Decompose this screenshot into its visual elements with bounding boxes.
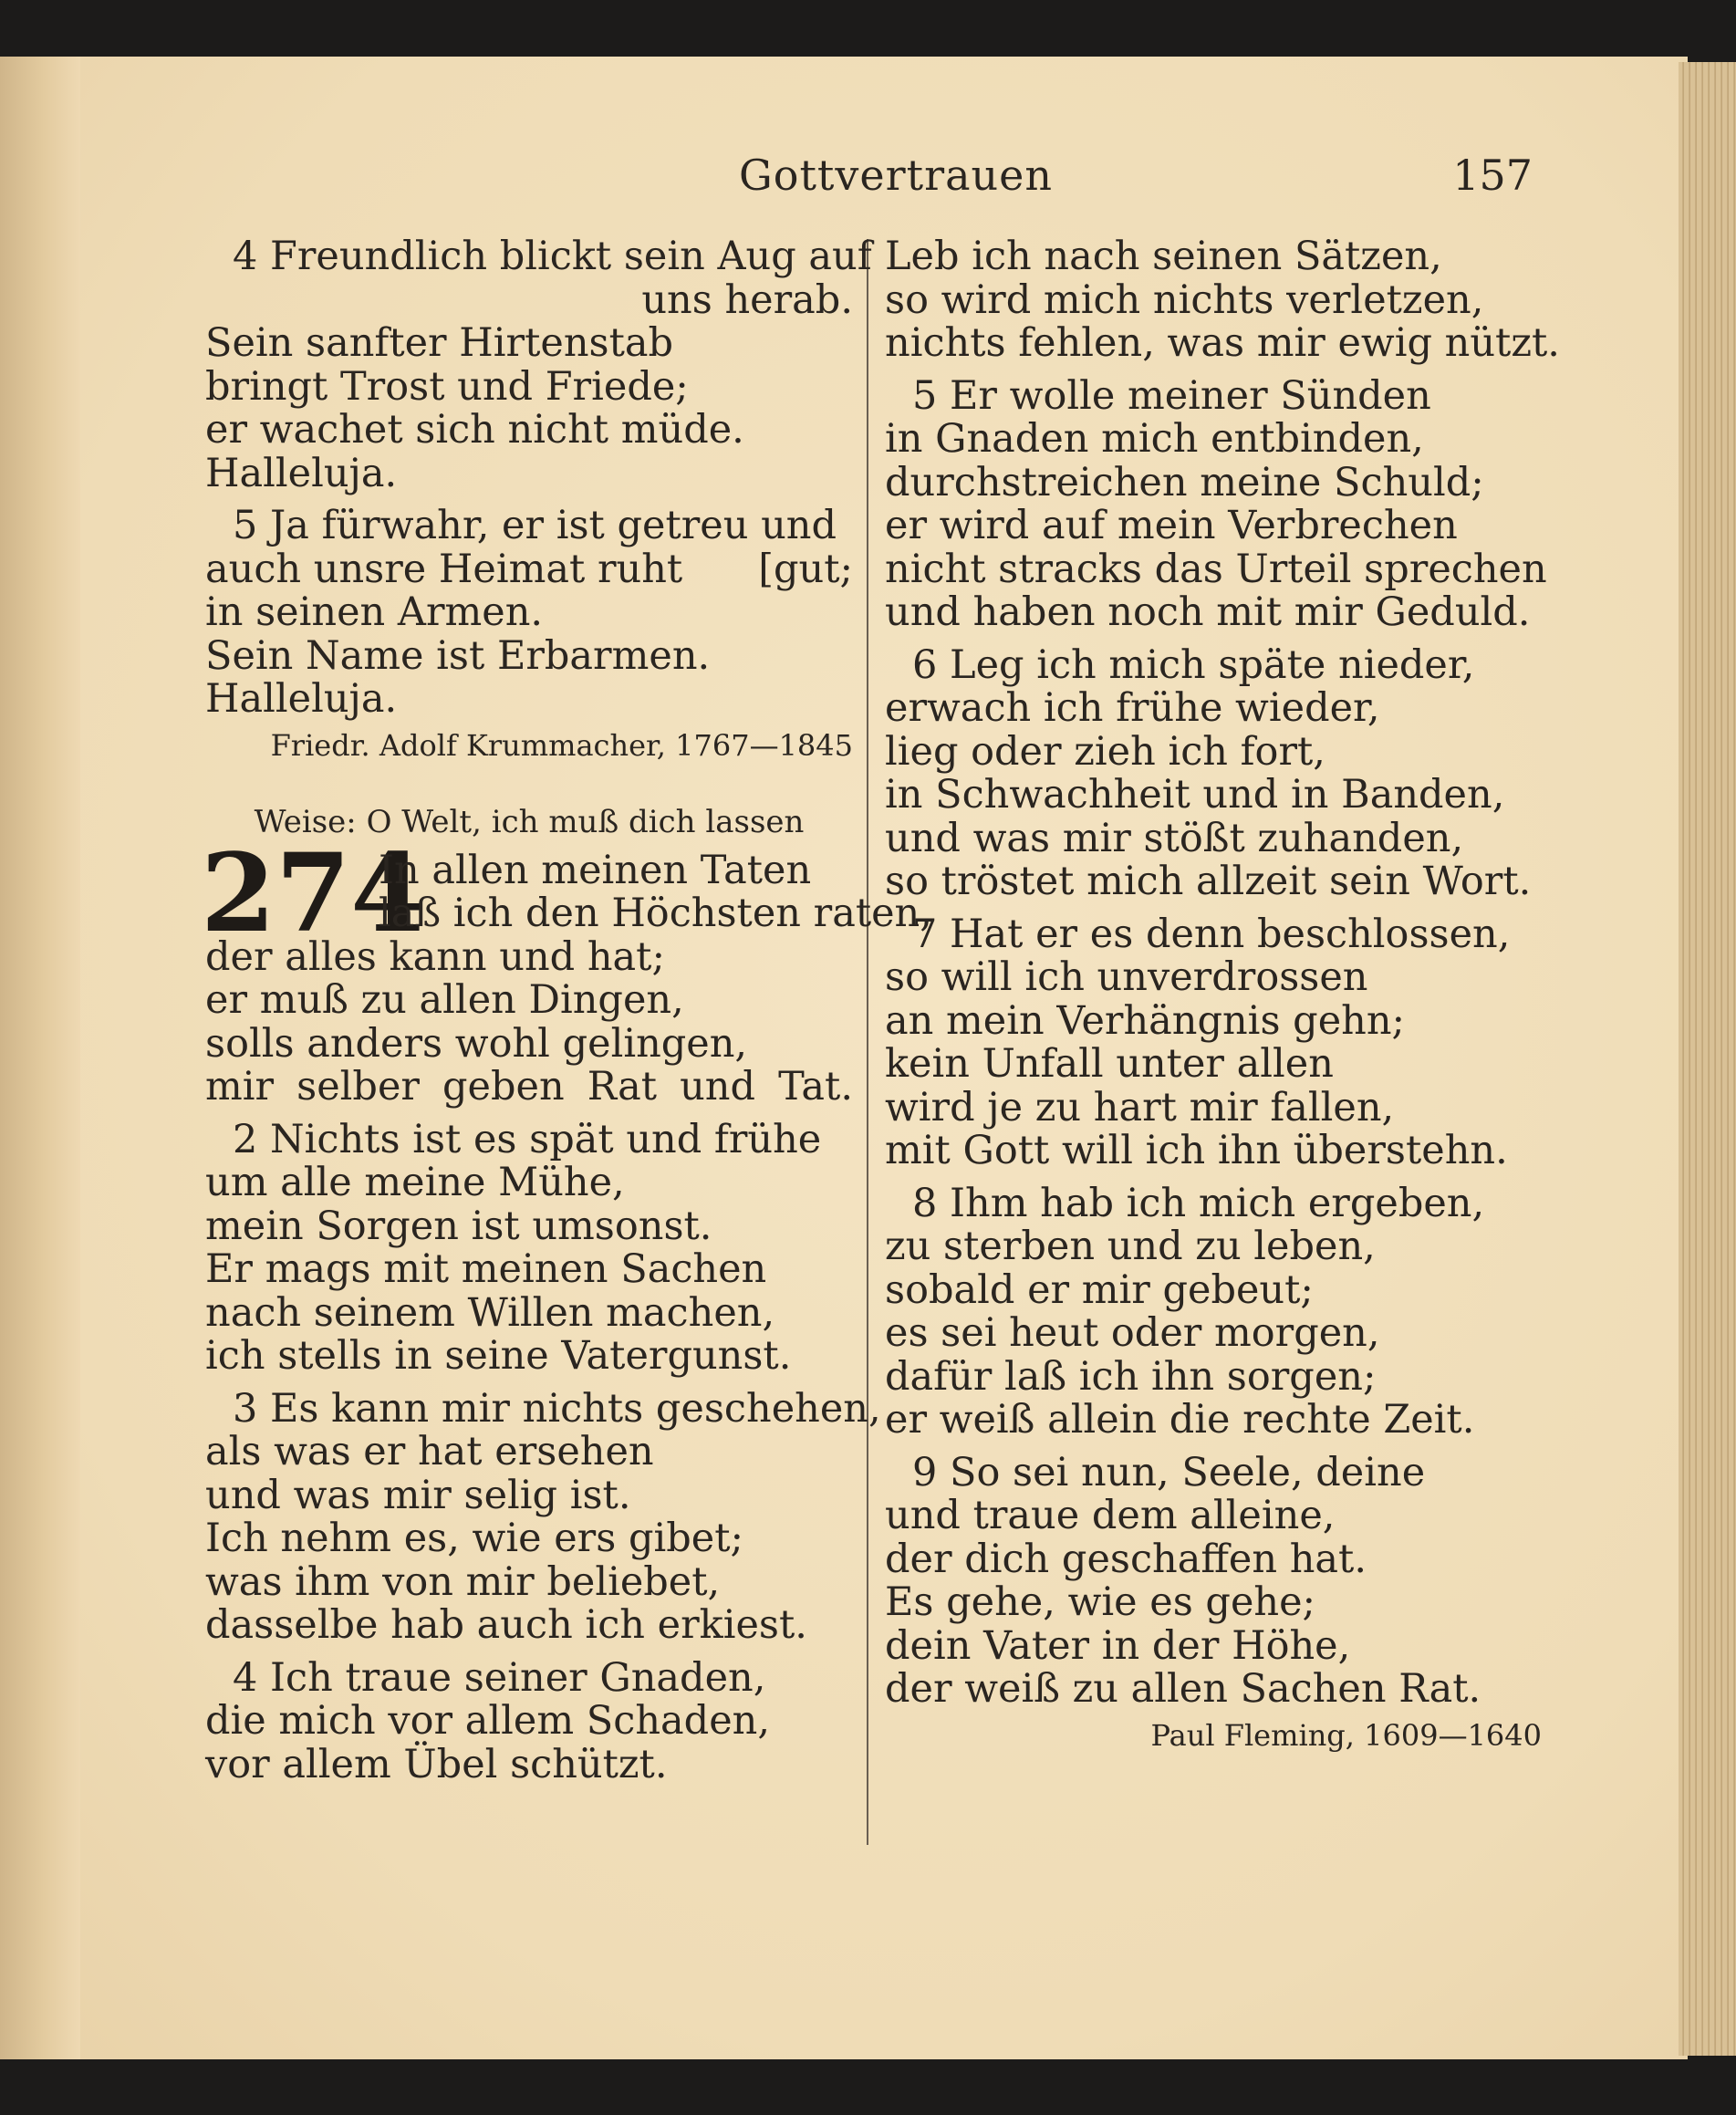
verse-line: er weiß allein die rechte Zeit. <box>885 1397 1475 1443</box>
verse-line: 3 Es kann mir nichts geschehen, <box>233 1385 881 1432</box>
verse-line: die mich vor allem Schaden, <box>205 1698 771 1744</box>
stanza <box>885 372 1547 635</box>
verse-line: nicht stracks das Urteil sprechen <box>885 546 1547 592</box>
verse-line: so will ich unverdrossen <box>885 954 1368 1000</box>
page-number: 157 <box>1452 151 1533 200</box>
verse-line: Ich nehm es, wie ers gibet; <box>205 1516 743 1561</box>
verse-line: nach seinem Willen machen, <box>205 1289 775 1336</box>
verse-line: in Schwachheit und in Banden, <box>885 772 1505 818</box>
verse-line: uns herab. <box>641 276 853 323</box>
verse-line: 6 Leg ich mich späte nieder, <box>912 641 1475 688</box>
verse-line: an mein Verhängnis gehn; <box>885 997 1406 1044</box>
author-attribution: Friedr. Adolf Krummacher, 1767—1845 <box>270 727 853 763</box>
verse-line: bringt Trost und Friede; <box>205 363 689 410</box>
verse-line: vor allem Übel schützt. <box>205 1741 668 1787</box>
stanza <box>205 1116 853 1379</box>
page-gutter <box>0 57 80 2059</box>
author-attribution: Paul Fleming, 1609—1640 <box>1150 1717 1542 1753</box>
verse-line: sobald er mir gebeut; <box>885 1266 1314 1313</box>
verse-line: als was er hat ersehen <box>205 1429 654 1474</box>
verse-line: auch unsre Heimat ruht <box>205 546 683 592</box>
verse-line: so wird mich nichts verletzen, <box>885 276 1484 323</box>
verse-line: nichts fehlen, was mir ewig nützt. <box>885 320 1560 366</box>
verse-line: Sein sanfter Hirtenstab <box>205 320 674 366</box>
verse-line: und traue dem alleine, <box>885 1493 1336 1538</box>
stanza <box>205 1654 853 1787</box>
verse-line: Halleluja. <box>205 676 398 722</box>
verse-line: laß ich den Höchsten raten, <box>379 890 932 936</box>
verse-line: ich stells in seine Vatergunst. <box>205 1333 792 1379</box>
verse-line: dasselbe hab auch ich erkiest. <box>205 1602 807 1648</box>
verse-line: kein Unfall unter allen <box>885 1041 1334 1087</box>
verse-line: durchstreichen meine Schuld; <box>885 459 1484 505</box>
right-column <box>885 234 1560 1759</box>
column-divider <box>867 239 868 1845</box>
verse-line: Es gehe, wie es gehe; <box>885 1579 1316 1625</box>
section-title: Gottvertrauen <box>739 151 1053 200</box>
verse-line: und haben noch mit mir Geduld. <box>885 589 1531 635</box>
verse-line: Halleluja. <box>205 450 398 496</box>
hymn-heading <box>201 828 932 956</box>
verse-line: 4 Freundlich blickt sein Aug auf <box>233 234 872 279</box>
verse-line-wrapped <box>205 548 853 592</box>
page-edges <box>1679 62 1736 2056</box>
stanza <box>885 1449 1542 1712</box>
verse-line: mit Gott will ich ihn überstehn. <box>885 1128 1508 1173</box>
verse-line: zu sterben und zu leben, <box>885 1224 1376 1269</box>
verse-line: in Gnaden mich entbinden, <box>885 416 1424 462</box>
tune-indication: Weise: O Welt, ich muß dich lassen <box>254 803 805 840</box>
verse-line: 8 Ihm hab ich mich ergeben, <box>912 1180 1485 1226</box>
verse-line: mein Sorgen ist umsonst. <box>205 1203 712 1249</box>
hymn-number: 274 <box>201 828 426 956</box>
verse-line: der weiß zu allen Sachen Rat. <box>885 1666 1481 1712</box>
verse-line: der alles kann und hat; <box>205 933 665 980</box>
verse-line: dafür laß ich ihn sorgen; <box>885 1353 1377 1400</box>
verse-line: lieg oder zieh ich fort, <box>885 728 1325 775</box>
verse-line: Sein Name ist Erbarmen. <box>205 632 711 679</box>
verse-line: in seinen Armen. <box>205 589 544 635</box>
verse-line: er wachet sich nicht müde. <box>205 407 744 453</box>
verse-line-turnover: [gut; <box>758 546 853 592</box>
verse-line: 5 Er wolle meiner Sünden <box>912 372 1431 419</box>
running-header <box>146 151 1533 214</box>
verse-line: 2 Nichts ist es spät und frühe <box>233 1116 822 1162</box>
verse-line: mir selber geben Rat und Tat. <box>205 1064 853 1110</box>
verse-line: der dich geschaffen hat. <box>885 1536 1367 1582</box>
verse-line: dein Vater in der Höhe, <box>885 1622 1351 1669</box>
verse-line: was ihm von mir beliebet, <box>205 1558 721 1605</box>
verse-line: 4 Ich traue seiner Gnaden, <box>233 1654 766 1701</box>
stanza <box>885 641 1542 904</box>
stanza <box>205 1385 881 1648</box>
stanza <box>885 913 1542 1173</box>
verse-line: um alle meine Mühe, <box>205 1160 625 1205</box>
verse-line: er wird auf mein Verbrechen <box>885 503 1458 548</box>
stanza <box>205 933 853 1110</box>
verse-line: es sei heut oder morgen, <box>885 1310 1380 1356</box>
verse-line: und was mir selig ist. <box>205 1472 631 1518</box>
verse-line: 7 Hat er es denn beschlossen, <box>912 911 1511 957</box>
verse-line: so tröstet mich allzeit sein Wort. <box>885 859 1532 904</box>
verse-line: erwach ich frühe wieder, <box>885 685 1380 731</box>
verse-line: 9 So sei nun, Seele, deine <box>912 1449 1426 1495</box>
left-column <box>201 234 932 1787</box>
verse-line: Er mags mit meinen Sachen <box>205 1246 767 1292</box>
verse-line: er muß zu allen Dingen, <box>205 977 684 1023</box>
verse-line: Leb ich nach seinen Sätzen, <box>885 234 1442 279</box>
verse-line: wird je zu hart mir fallen, <box>885 1084 1395 1130</box>
verse-line: solls anders wohl gelingen, <box>205 1020 748 1067</box>
verse-line: In allen meinen Taten <box>379 847 812 893</box>
verse-line: und was mir stößt zuhanden, <box>885 815 1464 861</box>
stanza <box>885 1180 1542 1443</box>
stanza <box>205 505 853 722</box>
verse-line: 5 Ja fürwahr, er ist getreu und <box>233 503 837 548</box>
stanza <box>205 234 872 496</box>
stanza <box>885 234 1560 366</box>
